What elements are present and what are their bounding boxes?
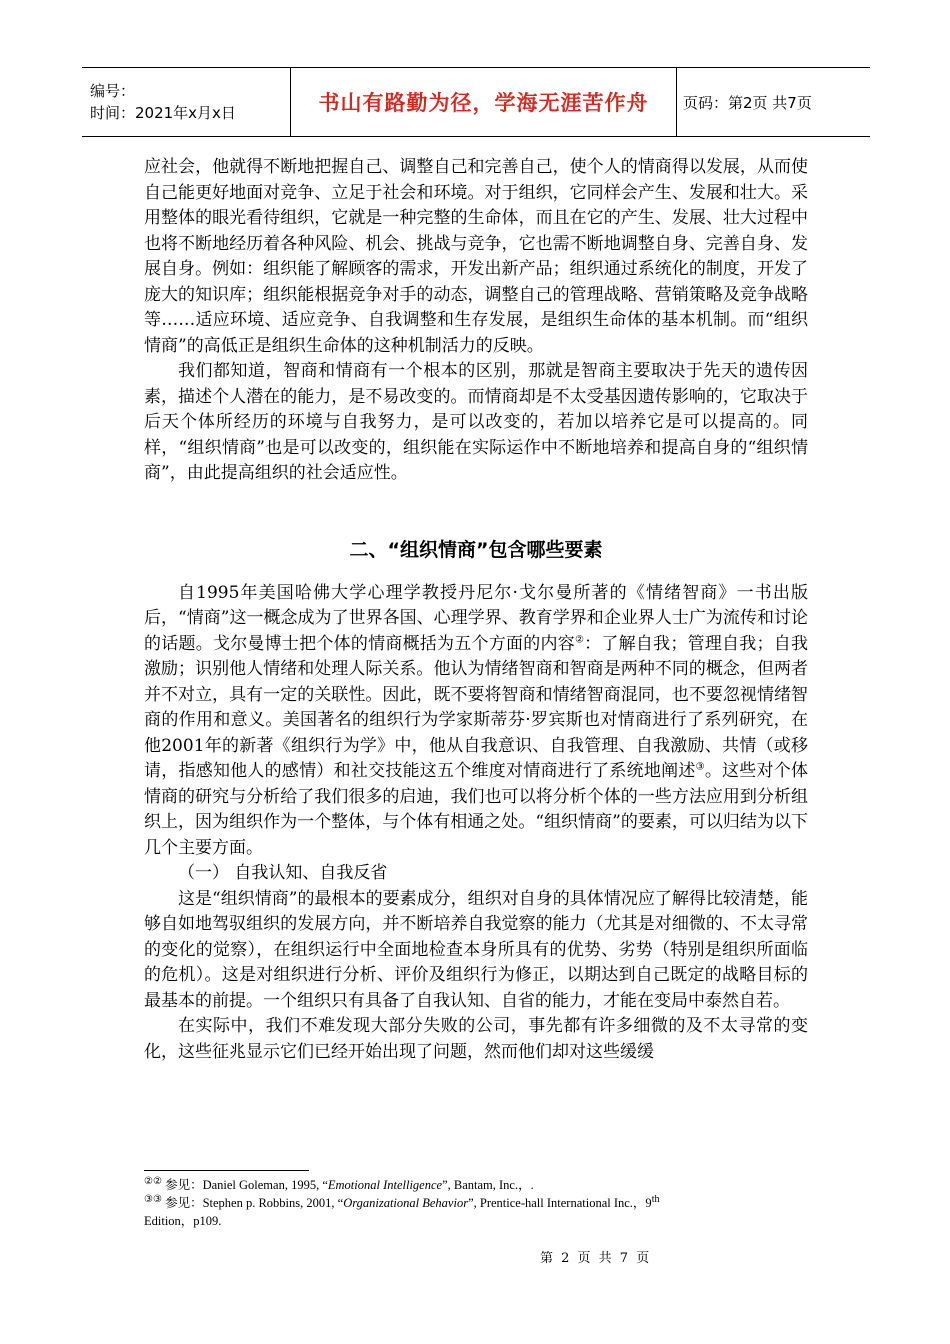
footnote-1 [144, 1176, 808, 1194]
paragraph-3-part-c: 。这些对个体情商的研究与分析给了我们很多的启迪，我们也可以将分析个体的一些方法应用到分析组织上，因为组织作为一个整体，与个体有相通之处。“组织情商”的要素，可以归结为以下几个主要方面。 [144, 761, 809, 858]
footnote-ref-2[interactable]: ② [574, 633, 585, 645]
header-meta [82, 68, 291, 136]
footnote-1-post: ”, Bantam, Inc.，. [442, 1178, 534, 1192]
footnote-2-line-2: Edition，p109. [144, 1214, 222, 1228]
page-code-text: 页码：第2页 共7页 [683, 93, 812, 112]
paragraph-3 [144, 581, 808, 862]
footnote-2-pre: 参见：Stephen p. Robbins, 2001, “ [161, 1196, 344, 1210]
paragraph-3-part-a: 自1995年美国哈佛大学心理学教授丹尼尔·戈尔曼所著的《情绪智商》一书出版后，“情商”这一概念成为了世界各国、心理学界、教育学界和企业界人士广为流传和讨论的话题。戈尔曼博士把个体的情商概括为五个方面的内容 [144, 582, 808, 654]
page-number: 第 2 页 共 7 页 [540, 1251, 652, 1266]
paragraph-4: 这是“组织情商”的最根本的要素成分，组织对自身的具体情况应了解得比较清楚，能够自如地驾驭组织的发展方向，并不断培养自我觉察的能力（尤其是对细微的、不太寻常的变化的觉察），在组织运行中全面地检查本身所具有的优势、劣势（特别是组织所面临的危机）。这是对组织进行分析、评价及组织行为修正，以期达到自己既定的战略目标的最基本的前提。一个组织只有具备了自我认知、自省的能力，才能在变局中泰然自若。 [144, 888, 808, 1011]
footnote-2-post: ”, Prentice-hall International Inc.，9 [468, 1196, 652, 1210]
footnote-2-title: Organizational Behavior [343, 1196, 469, 1210]
footnote-2 [144, 1194, 808, 1212]
subheading-1: （一） 自我认知、自我反省 [178, 863, 388, 883]
footnotes [144, 1176, 808, 1230]
footnote-1-pre: 参见：Daniel Goleman, 1995, “ [161, 1178, 328, 1192]
section-title: 二、“组织情商”包含哪些要素 [349, 538, 603, 561]
footnote-1-title: Emotional Intelligence [327, 1178, 443, 1192]
number-label: 编号： [90, 82, 136, 100]
footnote-2-mark: ③③ [144, 1193, 162, 1205]
footnote-ref-3[interactable]: ③ [695, 761, 705, 773]
footnote-divider [144, 1170, 309, 1171]
time-label: 时间：2021年x月x日 [90, 104, 236, 122]
footnote-1-mark: ②② [144, 1175, 162, 1187]
footnote-2-sup: th [651, 1193, 660, 1205]
document-body [144, 155, 808, 1065]
header-motto [291, 68, 677, 136]
paragraph-5: 在实际中，我们不难发现大部分失败的公司，事先都有许多细微的及不太寻常的变化，这些征兆显示它们已经开始出现了问题，然而他们却对这些缓缓 [144, 1016, 808, 1062]
paragraph-3-part-b: ：了解自我；管理自我；自我激励；识别他人情绪和处理人际关系。他认为情绪智商和智商是两种不同的概念，但两者并不对立，具有一定的关联性。因此，既不要将智商和情绪智商混同，也不要忽视情绪智商的作用和意义。美国著名的组织行为学家斯蒂芬·罗宾斯也对情商进行了系列研究，在他2001年的新著《组织行为学》中，他从自我意识、自我管理、自我激励、共情（或移请，指感知他人的感情）和社交技能这五个维度对情商进行了系统地阐述 [144, 633, 809, 781]
page-header [82, 67, 870, 137]
paragraph-2: 我们都知道，智商和情商有一个根本的区别，那就是智商主要取决于先天的遗传因素，描述个人潜在的能力，是不易改变的。而情商却是不太受基因遗传影响的，它取决于后天个体所经历的环境与自我努力，是可以改变的，若加以培养它是可以提高的。同样，“组织情商”也是可以改变的，组织能在实际运作中不断地培养和提高自身的“组织情商”，由此提高组织的社会适应性。 [144, 361, 808, 483]
motto-text: 书山有路勤为径，学海无涯苦作舟 [318, 91, 649, 115]
header-page-code [677, 68, 870, 136]
paragraph-1: 应社会，他就得不断地把握自己、调整自己和完善自己，使个人的情商得以发展，从而使自己能更好地面对竞争、立足于社会和环境。对于组织，它同样会产生、发展和壮大。采用整体的眼光看待组织，它就是一种完整的生命体，而且在它的产生、发展、壮大过程中也将不断地经历着各种风险、机会、挑战与竞争，它也需不断地调整自身、完善自身、发展自身。例如：组织能了解顾客的需求，开发出新产品；组织通过系统化的制度，开发了庞大的知识库；组织能根据竞争对手的动态，调整自己的管理战略、营销策略及竞争战略等……适应环境、适应竞争、自我调整和生存发展，是组织生命体的基本机制。而“组织情商”的高低正是组织生命体的这种机制活力的反映。 [144, 157, 808, 356]
